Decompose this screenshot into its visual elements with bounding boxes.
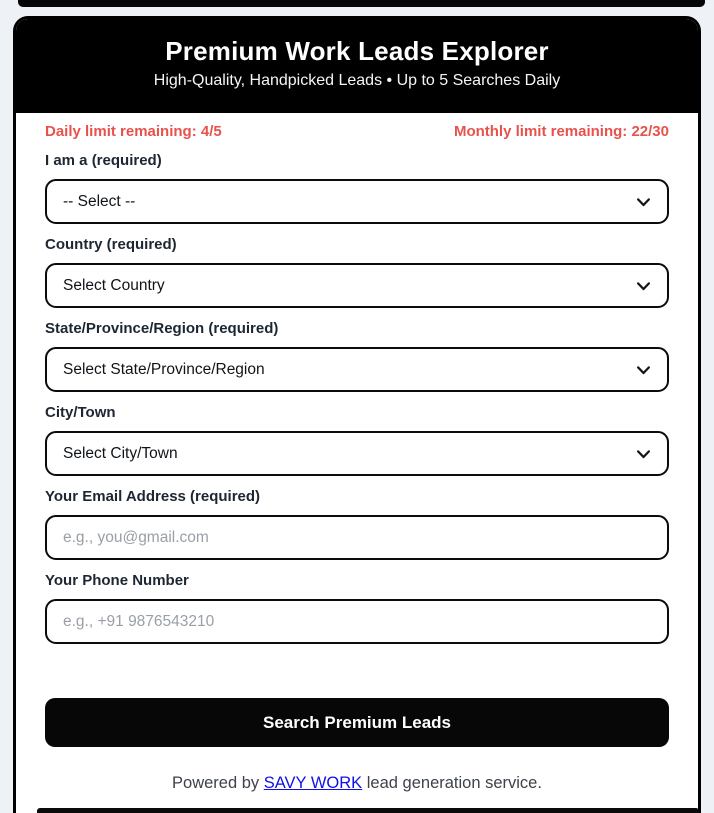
daily-limit-text: Daily limit remaining: 4/5 (45, 123, 222, 140)
powered-by-line (45, 774, 669, 793)
email-input[interactable] (45, 515, 669, 560)
card-header (16, 19, 698, 113)
chevron-down-icon (637, 450, 650, 459)
powered-by-suffix: lead generation service. (362, 774, 542, 792)
chevron-down-icon (637, 366, 650, 375)
field-label-email: Your Email Address (required) (45, 488, 261, 505)
city-select[interactable] (45, 431, 669, 476)
field-label-phone: Your Phone Number (45, 572, 189, 589)
chevron-down-icon (637, 282, 650, 291)
savy-work-link[interactable]: SAVY WORK (263, 774, 363, 792)
country-select-value: Select Country (63, 276, 165, 294)
field-label-role: I am a (required) (45, 152, 162, 169)
usage-limits-row (45, 123, 669, 140)
page-subtitle: High-Quality, Handpicked Leads • Up to 5 Searches Daily (153, 71, 561, 89)
i-am-a-select[interactable] (45, 179, 669, 224)
powered-by-prefix: Powered by (172, 774, 264, 792)
form-body (16, 113, 698, 793)
leads-explorer-card (13, 16, 701, 813)
country-select[interactable] (45, 263, 669, 308)
field-label-city: City/Town (45, 404, 116, 421)
monthly-limit-text: Monthly limit remaining: 22/30 (453, 123, 669, 140)
previous-section-edge (18, 0, 705, 7)
search-premium-leads-button[interactable]: Search Premium Leads (45, 698, 669, 747)
field-label-state: State/Province/Region (required) (45, 320, 279, 337)
field-label-country: Country (required) (45, 236, 177, 253)
page-title: Premium Work Leads Explorer (165, 35, 549, 66)
state-select[interactable] (45, 347, 669, 392)
state-select-value: Select State/Province/Region (63, 360, 265, 378)
i-am-a-select-value: -- Select -- (63, 192, 136, 210)
city-select-value: Select City/Town (63, 444, 178, 462)
next-section-edge (37, 808, 699, 813)
chevron-down-icon (637, 198, 650, 207)
phone-input[interactable] (45, 599, 669, 644)
